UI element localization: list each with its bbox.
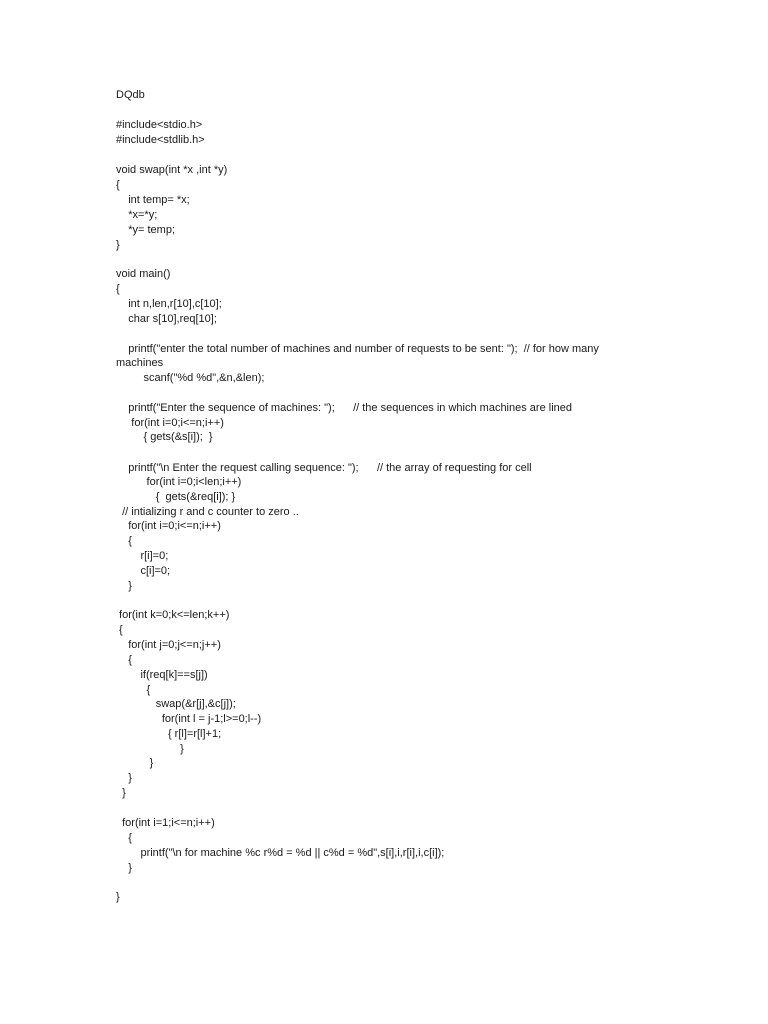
code-line: machines (116, 357, 164, 369)
code-line: { (116, 684, 151, 696)
code-line: } (116, 862, 132, 874)
code-line: *y= temp; (116, 224, 175, 236)
code-line: for(int i=1;i<=n;i++) (116, 817, 215, 829)
code-line: for(int i=0;i<=n;i++) (116, 417, 224, 429)
code-line: } (116, 891, 120, 903)
code-line: for(int j=0;j<=n;j++) (116, 639, 221, 651)
code-line: #include<stdio.h> (116, 119, 203, 131)
code-line: { gets(&s[i]); } (116, 431, 213, 443)
code-line: for(int i=0;i<len;i++) (116, 476, 242, 488)
code-line: { (116, 283, 120, 295)
document-title: DQdb (116, 89, 145, 101)
code-line: void swap(int *x ,int *y) (116, 164, 228, 176)
code-line: for(int l = j-1;l>=0;l--) (116, 713, 262, 725)
code-line: { r[l]=r[l]+1; (116, 728, 222, 740)
code-line: printf("\n Enter the request calling sequence: "); // the array of requesting for cell (116, 462, 532, 474)
code-line: r[i]=0; (116, 550, 169, 562)
code-line: printf("enter the total number of machines and number of requests to be sent: "); // for how many (116, 343, 599, 355)
code-line: c[i]=0; (116, 565, 171, 577)
code-line: { (116, 624, 123, 636)
code-line: for(int i=0;i<=n;i++) (116, 520, 221, 532)
code-comment: // intializing r and c counter to zero .. (116, 506, 299, 518)
code-line: printf("\n for machine %c r%d = %d || c%d = %d",s[i],i,r[i],i,c[i]); (116, 847, 445, 859)
code-line: printf("Enter the sequence of machines: "); // the sequences in which machines are lined (116, 402, 572, 414)
code-line: } (116, 239, 120, 251)
code-line: if(req[k]==s[j]) (116, 669, 208, 681)
code-line: *x=*y; (116, 209, 158, 221)
code-line: } (116, 772, 132, 784)
code-line: int n,len,r[10],c[10]; (116, 298, 222, 310)
code-line: char s[10],req[10]; (116, 313, 217, 325)
code-line: } (116, 787, 126, 799)
code-line: void main() (116, 268, 171, 280)
code-line: } (116, 580, 132, 592)
code-line: #include<stdlib.h> (116, 134, 205, 146)
code-line: { gets(&req[i]); } (116, 491, 236, 503)
code-line: { (116, 654, 132, 666)
code-line: } (116, 743, 184, 755)
code-line: { (116, 179, 120, 191)
code-line: } (116, 757, 154, 769)
code-line: for(int k=0;k<=len;k++) (116, 609, 230, 621)
code-line: int temp= *x; (116, 194, 190, 206)
code-line: { (116, 535, 132, 547)
code-line: swap(&r[j],&c[j]); (116, 698, 236, 710)
code-line: scanf("%d %d",&n,&len); (116, 372, 265, 384)
code-line: { (116, 832, 132, 844)
